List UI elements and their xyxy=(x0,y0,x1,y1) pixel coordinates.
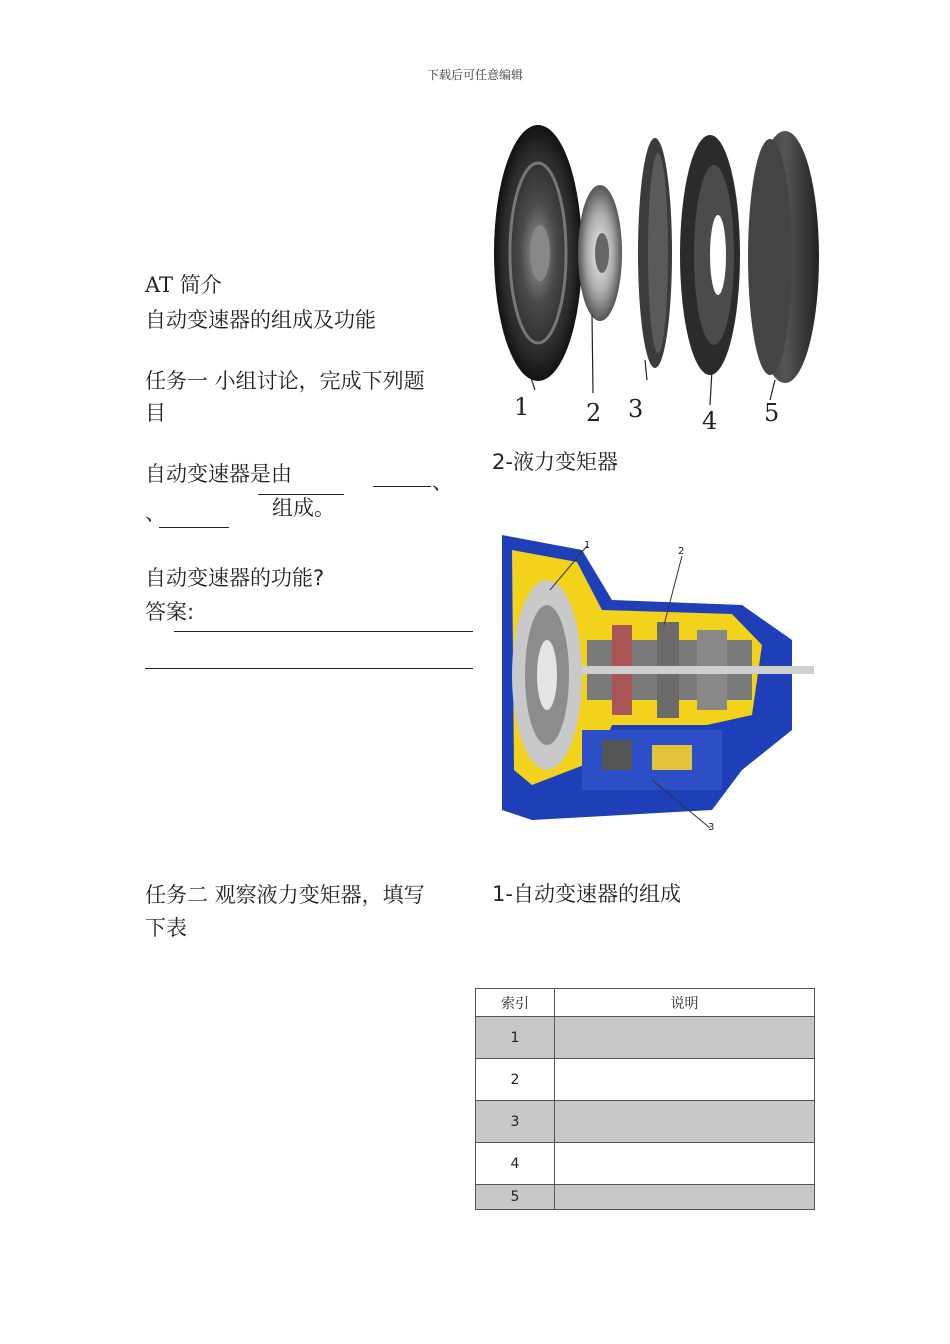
task1-line2: 目 xyxy=(145,401,166,425)
table-row xyxy=(476,1143,815,1185)
row-description[interactable] xyxy=(555,1017,815,1059)
row-description[interactable] xyxy=(555,1143,815,1185)
transmission-cutaway-image xyxy=(492,530,819,833)
table-row xyxy=(476,1017,815,1059)
header-description: 说明 xyxy=(555,989,815,1017)
q1-comma-2: 、 xyxy=(145,501,166,525)
figure1-caption: 2-液力变矩器 xyxy=(492,450,618,474)
row-index: 3 xyxy=(476,1101,555,1143)
cutaway-label-3: 3 xyxy=(708,822,715,833)
table-row xyxy=(476,1185,815,1210)
q2-text: 自动变速器的功能? xyxy=(145,566,325,590)
row-index: 1 xyxy=(476,1017,555,1059)
page-header: 下载后可任意编辑 xyxy=(426,68,523,82)
part-label-2: 2 xyxy=(586,399,602,427)
answer-line-2[interactable] xyxy=(145,668,473,669)
row-index: 5 xyxy=(476,1185,555,1210)
part-label-3: 3 xyxy=(628,395,644,423)
row-index: 2 xyxy=(476,1059,555,1101)
table-row xyxy=(476,1101,815,1143)
cutaway-label-1: 1 xyxy=(584,540,591,551)
part-label-5: 5 xyxy=(764,399,780,427)
figure2-caption: 1-自动变速器的组成 xyxy=(492,882,681,906)
q1-text: 自动变速器是由 xyxy=(145,462,292,486)
answer-line-1[interactable] xyxy=(174,631,473,632)
part-label-1: 1 xyxy=(514,393,530,421)
cutaway-label-2: 2 xyxy=(678,546,685,557)
task2-line1: 任务二 观察液力变矩器，填写 xyxy=(145,883,425,907)
q1-end: 组成。 xyxy=(272,496,335,520)
section-title: AT 简介 xyxy=(145,273,222,297)
torque-converter-parts-image xyxy=(490,125,820,440)
blank-3[interactable] xyxy=(159,527,229,528)
task1-line1: 任务一 小组讨论，完成下列题 xyxy=(145,369,425,393)
row-description[interactable] xyxy=(555,1185,815,1210)
header-index: 索引 xyxy=(476,989,555,1017)
table-row xyxy=(476,1059,815,1101)
part-label-4: 4 xyxy=(702,407,718,435)
row-description[interactable] xyxy=(555,1101,815,1143)
row-description[interactable] xyxy=(555,1059,815,1101)
q1-comma-1: 、 xyxy=(432,470,453,494)
task2-line2: 下表 xyxy=(145,916,187,940)
section-subtitle: 自动变速器的组成及功能 xyxy=(145,308,376,332)
table-header-row xyxy=(476,989,815,1017)
index-table xyxy=(475,988,815,1210)
row-index: 4 xyxy=(476,1143,555,1185)
answer-label: 答案: xyxy=(145,600,195,624)
blank-2[interactable] xyxy=(373,486,431,487)
